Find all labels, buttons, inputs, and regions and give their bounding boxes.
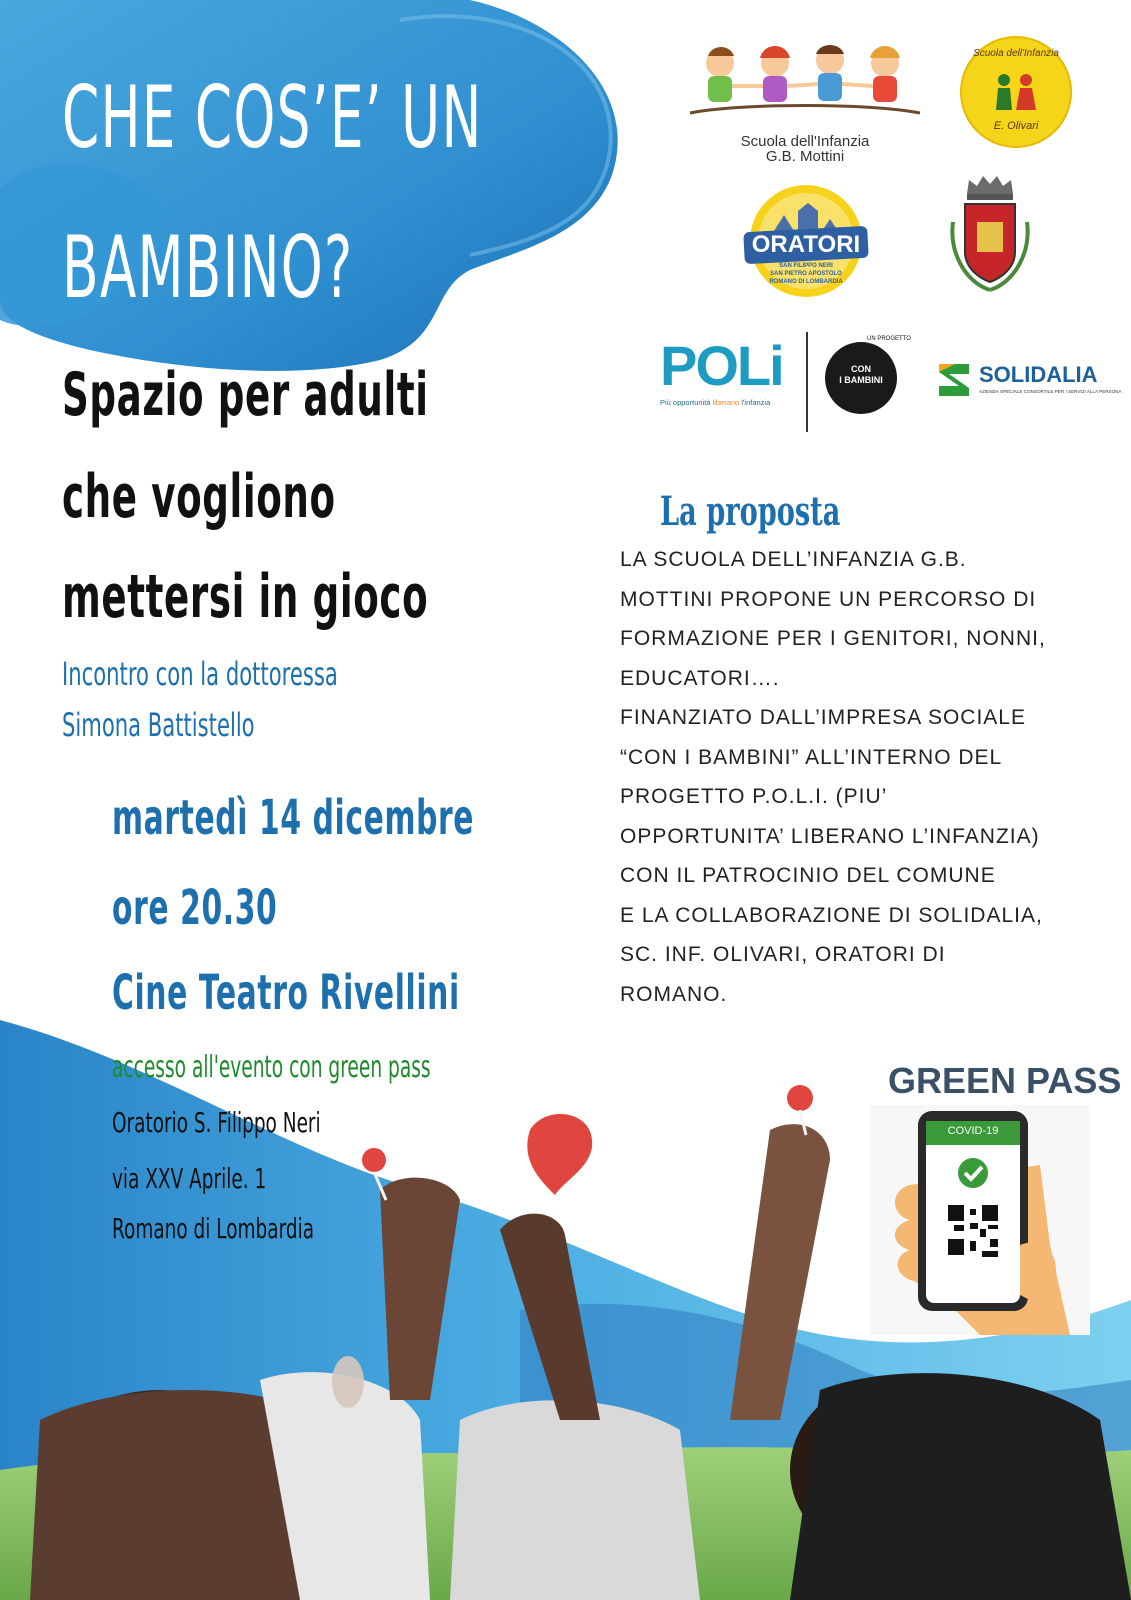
greenpass-badge: COVID-19 <box>947 1125 999 1137</box>
greenpass-title: GREEN PASS <box>888 1060 1122 1101</box>
meeting-line-1: Incontro con la dottoressa <box>62 655 338 693</box>
event-venue: Cine Teatro Rivellini <box>112 965 460 1021</box>
subtitle-line-3: mettersi in gioco <box>62 562 429 632</box>
mottini-logo-line-2: G.B. Mottini <box>765 148 845 165</box>
solidalia-logo-name: SOLIDALIA <box>979 362 1098 387</box>
poli-logo <box>660 334 790 418</box>
conibambini-logo-top: UN PROGETTO <box>867 336 911 342</box>
olivari-logo-line-1: Scuola dell'Infanzia <box>973 48 1059 59</box>
proposal-line: FINANZIATO DALL’IMPRESA SOCIALE <box>620 706 1026 729</box>
subtitle-line-1: Spazio per adulti <box>62 360 429 430</box>
oratori-logo-line-3: ROMANO DI LOMBARDIA <box>769 279 843 285</box>
proposal-line: SC. INF. OLIVARI, ORATORI DI <box>620 943 946 966</box>
conibambini-logo <box>825 336 911 414</box>
proposal-line: MOTTINI PROPONE UN PERCORSO DI <box>620 587 1037 611</box>
headline-line-2: BAMBINO? <box>62 218 354 318</box>
proposal-line: CON IL PATROCINIO DEL COMUNE <box>620 864 996 887</box>
meeting-line-2: Simona Battistello <box>62 706 255 744</box>
address-line-1: Oratorio S. Filippo Neri <box>112 1106 321 1139</box>
phone-with-qr-icon <box>870 1105 1090 1335</box>
event-time: ore 20.30 <box>112 880 278 936</box>
address-line-2: via XXV Aprile. 1 <box>112 1162 267 1195</box>
proposal-line: ROMANO. <box>620 982 728 1006</box>
solidalia-logo-tagline: AZIENDA SPECIALE CONSORTILE PER I SERVIZI ALLA PERSONA <box>979 389 1122 394</box>
proposal-line: PROGETTO P.O.L.I. (PIU’ <box>620 785 888 808</box>
conibambini-logo-line-2: I BAMBINI <box>839 375 883 385</box>
olivari-logo <box>962 38 1070 146</box>
poli-logo-name: POLi <box>660 334 783 397</box>
poli-tagline-mid: liberano <box>712 398 740 407</box>
children-illustration-icon <box>680 38 930 128</box>
proposal-line: LA SCUOLA DELL’INFANZIA G.B. <box>620 548 967 571</box>
proposal-line: E LA COLLABORAZIONE DI SOLIDALIA, <box>620 903 1043 927</box>
solidalia-logo <box>935 360 1122 404</box>
event-date: martedì 14 dicembre <box>112 790 475 846</box>
poli-tagline-pre: Più opportunità <box>660 398 713 407</box>
mottini-logo <box>680 38 930 165</box>
proposal-line: FORMAZIONE PER I GENITORI, NONNI, <box>620 627 1046 650</box>
logo-divider <box>806 332 808 432</box>
oratori-logo <box>750 185 862 297</box>
poli-tagline-post: l'infanzia <box>739 398 771 407</box>
oratori-logo-line-2: SAN PIETRO APOSTOLO <box>770 271 842 277</box>
subtitle-line-2: che vogliono <box>62 462 336 532</box>
greenpass-card <box>870 1105 1090 1335</box>
olivari-logo-line-2: E. Olivari <box>993 120 1039 132</box>
municipal-crest-logo <box>945 172 1035 302</box>
solidalia-s-icon <box>935 360 973 400</box>
mottini-logo-line-1: Scuola dell'Infanzia <box>740 133 870 150</box>
conibambini-logo-line-1: CON <box>851 364 871 374</box>
proposal-line: OPPORTUNITA’ LIBERANO L’INFANZIA) <box>620 824 1040 848</box>
oratori-logo-name: ORATORI <box>751 231 861 258</box>
oratori-logo-line-1: SAN FILIPPO NERI <box>779 263 833 269</box>
address-line-3: Romano di Lombardia <box>112 1212 315 1245</box>
proposal-title: La proposta <box>660 488 841 535</box>
proposal-line: “CON I BAMBINI” ALL’INTERNO DEL <box>620 745 1003 769</box>
headline-line-1: CHE COS’E’ UN <box>62 68 483 168</box>
access-note: accesso all'evento con green pass <box>112 1050 431 1085</box>
poli-logo-tagline <box>660 398 790 407</box>
proposal-line: EDUCATORI…. <box>620 666 780 690</box>
crest-icon <box>945 172 1035 302</box>
proposal-body <box>620 540 1100 1014</box>
